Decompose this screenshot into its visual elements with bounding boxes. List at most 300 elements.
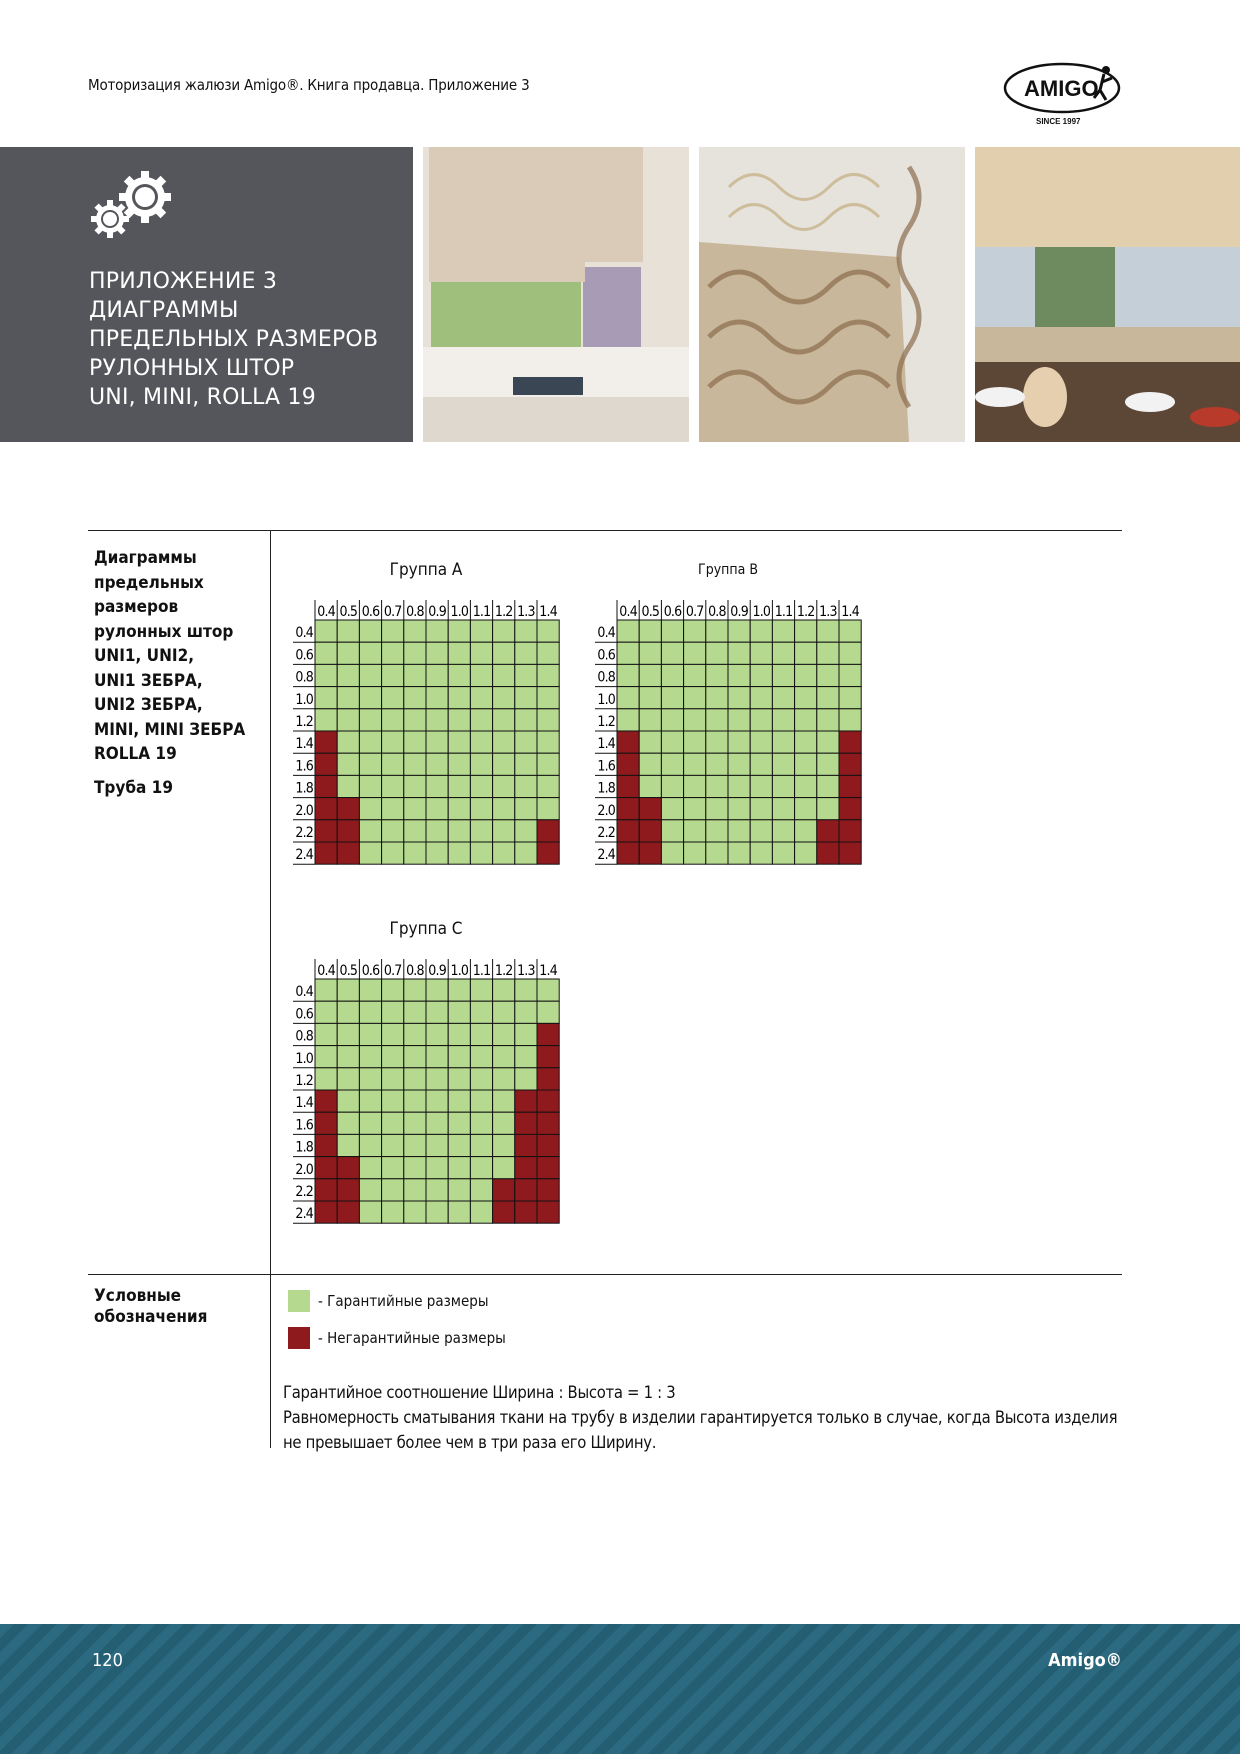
cell-not-guaranteed xyxy=(337,1157,359,1179)
cell-guaranteed xyxy=(493,775,515,797)
cell-guaranteed xyxy=(728,731,750,753)
row-tick-label: 1.4 xyxy=(295,736,313,753)
group-b-title: Группа В xyxy=(698,562,758,578)
cell-guaranteed xyxy=(493,709,515,731)
row-tick-label: 0.4 xyxy=(597,625,615,642)
row-tick-label: 0.8 xyxy=(295,669,313,686)
cell-guaranteed xyxy=(404,664,426,686)
cell-guaranteed xyxy=(404,979,426,1001)
cell-guaranteed xyxy=(426,1023,448,1045)
cell-guaranteed xyxy=(359,820,381,842)
cell-guaranteed xyxy=(448,1068,470,1090)
cell-guaranteed xyxy=(795,731,817,753)
label-line: ROLLA 19 xyxy=(94,744,177,764)
cell-not-guaranteed xyxy=(337,842,359,864)
cell-not-guaranteed xyxy=(315,1201,337,1223)
cell-guaranteed xyxy=(470,642,492,664)
cell-guaranteed xyxy=(493,1023,515,1045)
cell-guaranteed xyxy=(382,1068,404,1090)
cell-not-guaranteed xyxy=(537,1157,559,1179)
cell-guaranteed xyxy=(448,1112,470,1134)
cell-guaranteed xyxy=(448,842,470,864)
cell-guaranteed xyxy=(617,709,639,731)
column-tick-label: 0.9 xyxy=(730,604,748,620)
cell-guaranteed xyxy=(470,1046,492,1068)
cell-guaranteed xyxy=(382,1157,404,1179)
cell-guaranteed xyxy=(706,798,728,820)
cell-guaranteed xyxy=(839,709,861,731)
cell-guaranteed xyxy=(728,664,750,686)
cell-guaranteed xyxy=(337,1068,359,1090)
column-tick-label: 0.6 xyxy=(663,604,682,620)
column-tick-label: 0.7 xyxy=(383,604,402,620)
cell-guaranteed xyxy=(359,1201,381,1223)
cell-guaranteed xyxy=(661,820,683,842)
cell-guaranteed xyxy=(684,842,706,864)
cell-guaranteed xyxy=(448,820,470,842)
cell-guaranteed xyxy=(537,979,559,1001)
cell-guaranteed xyxy=(359,664,381,686)
cell-guaranteed xyxy=(493,642,515,664)
cell-not-guaranteed xyxy=(617,842,639,864)
column-tick-label: 1.0 xyxy=(450,963,469,979)
cell-guaranteed xyxy=(382,798,404,820)
cell-guaranteed xyxy=(706,842,728,864)
cell-not-guaranteed xyxy=(617,798,639,820)
cell-guaranteed xyxy=(684,709,706,731)
cell-guaranteed xyxy=(728,687,750,709)
cell-guaranteed xyxy=(337,687,359,709)
cell-guaranteed xyxy=(493,842,515,864)
cell-not-guaranteed xyxy=(315,1134,337,1156)
column-tick-label: 0.7 xyxy=(383,963,402,979)
cell-guaranteed xyxy=(426,1001,448,1023)
footer-brand: Amigo® xyxy=(1048,1650,1122,1671)
cell-guaranteed xyxy=(337,775,359,797)
cell-guaranteed xyxy=(706,687,728,709)
cell-guaranteed xyxy=(359,753,381,775)
column-tick-label: 0.4 xyxy=(619,604,637,620)
cell-guaranteed xyxy=(382,979,404,1001)
cell-guaranteed xyxy=(315,1068,337,1090)
legend-guaranteed-label: - Гарантийные размеры xyxy=(318,1292,489,1310)
cell-guaranteed xyxy=(382,687,404,709)
row-tick-label: 2.4 xyxy=(597,847,615,864)
cell-guaranteed xyxy=(728,775,750,797)
column-tick-label: 0.4 xyxy=(317,963,335,979)
amigo-logo xyxy=(1002,58,1126,128)
cell-guaranteed xyxy=(728,709,750,731)
cell-guaranteed xyxy=(515,820,537,842)
cell-guaranteed xyxy=(817,664,839,686)
cell-not-guaranteed xyxy=(315,1112,337,1134)
cell-guaranteed xyxy=(839,664,861,686)
cell-guaranteed xyxy=(404,1112,426,1134)
cell-guaranteed xyxy=(470,842,492,864)
cell-guaranteed xyxy=(684,775,706,797)
cell-guaranteed xyxy=(404,642,426,664)
cell-guaranteed xyxy=(315,1001,337,1023)
cell-guaranteed xyxy=(493,1068,515,1090)
column-tick-label: 0.7 xyxy=(685,604,704,620)
cell-guaranteed xyxy=(359,1090,381,1112)
cell-guaranteed xyxy=(817,775,839,797)
column-tick-label: 0.8 xyxy=(708,604,726,620)
cell-guaranteed xyxy=(639,775,661,797)
cell-guaranteed xyxy=(404,1134,426,1156)
cell-guaranteed xyxy=(426,1201,448,1223)
cell-guaranteed xyxy=(448,1001,470,1023)
cell-guaranteed xyxy=(617,620,639,642)
row-tick-label: 1.6 xyxy=(597,758,615,775)
section-label xyxy=(94,546,245,767)
cell-guaranteed xyxy=(382,1201,404,1223)
cell-guaranteed xyxy=(817,709,839,731)
cell-guaranteed xyxy=(617,642,639,664)
cell-not-guaranteed xyxy=(537,1112,559,1134)
cell-guaranteed xyxy=(404,1001,426,1023)
cell-not-guaranteed xyxy=(839,753,861,775)
cell-guaranteed xyxy=(772,687,794,709)
cell-guaranteed xyxy=(706,775,728,797)
column-tick-label: 0.6 xyxy=(361,604,380,620)
cell-guaranteed xyxy=(315,1046,337,1068)
cell-guaranteed xyxy=(750,753,772,775)
cell-guaranteed xyxy=(359,1023,381,1045)
cell-guaranteed xyxy=(337,1023,359,1045)
label-line: UNI2 ЗЕБРА, xyxy=(94,695,203,715)
group-a-title: Группа А xyxy=(389,560,463,580)
cell-not-guaranteed xyxy=(337,1179,359,1201)
cell-guaranteed xyxy=(493,1046,515,1068)
cell-guaranteed xyxy=(515,979,537,1001)
row-tick-label: 0.4 xyxy=(295,984,313,1001)
cell-guaranteed xyxy=(337,753,359,775)
cell-guaranteed xyxy=(359,1112,381,1134)
cell-guaranteed xyxy=(426,798,448,820)
cell-guaranteed xyxy=(750,620,772,642)
cell-not-guaranteed xyxy=(617,820,639,842)
column-tick-label: 0.4 xyxy=(317,604,335,620)
cell-guaranteed xyxy=(359,775,381,797)
cell-guaranteed xyxy=(493,820,515,842)
cell-guaranteed xyxy=(404,1157,426,1179)
group-c-title: Группа С xyxy=(389,919,463,939)
cell-guaranteed xyxy=(639,664,661,686)
cell-guaranteed xyxy=(382,820,404,842)
cell-guaranteed xyxy=(470,1112,492,1134)
cell-guaranteed xyxy=(359,1134,381,1156)
cell-guaranteed xyxy=(470,709,492,731)
cell-not-guaranteed xyxy=(515,1134,537,1156)
cell-guaranteed xyxy=(404,1046,426,1068)
cell-guaranteed xyxy=(772,709,794,731)
cell-guaranteed xyxy=(359,620,381,642)
banner-line: ДИАГРАММЫ xyxy=(89,298,239,323)
cell-guaranteed xyxy=(639,753,661,775)
cell-guaranteed xyxy=(448,1046,470,1068)
cell-guaranteed xyxy=(728,620,750,642)
cell-guaranteed xyxy=(706,642,728,664)
cell-guaranteed xyxy=(515,775,537,797)
cell-not-guaranteed xyxy=(617,775,639,797)
label-line: MINI, MINI ЗЕБРА xyxy=(94,719,246,740)
cell-not-guaranteed xyxy=(839,798,861,820)
cell-not-guaranteed xyxy=(537,1023,559,1045)
column-tick-label: 1.3 xyxy=(819,604,837,620)
cell-guaranteed xyxy=(661,620,683,642)
banner-line: UNI, MINI, ROLLA 19 xyxy=(89,385,316,410)
cell-guaranteed xyxy=(515,1023,537,1045)
cell-guaranteed xyxy=(359,798,381,820)
cell-guaranteed xyxy=(448,687,470,709)
cell-guaranteed xyxy=(470,687,492,709)
cell-not-guaranteed xyxy=(537,1179,559,1201)
cell-guaranteed xyxy=(493,1157,515,1179)
row-tick-label: 0.6 xyxy=(295,1006,313,1023)
cell-not-guaranteed xyxy=(493,1201,515,1223)
cell-guaranteed xyxy=(404,731,426,753)
cell-guaranteed xyxy=(684,820,706,842)
cell-guaranteed xyxy=(817,642,839,664)
cell-guaranteed xyxy=(515,664,537,686)
cell-not-guaranteed xyxy=(817,820,839,842)
cell-not-guaranteed xyxy=(537,1201,559,1223)
cell-guaranteed xyxy=(661,798,683,820)
cell-guaranteed xyxy=(537,664,559,686)
cell-guaranteed xyxy=(448,1134,470,1156)
column-tick-label: 1.4 xyxy=(539,963,557,979)
row-tick-label: 1.8 xyxy=(295,1139,313,1156)
column-tick-label: 1.0 xyxy=(450,604,469,620)
cell-guaranteed xyxy=(493,731,515,753)
column-tick-label: 0.5 xyxy=(641,604,660,620)
cell-guaranteed xyxy=(382,1023,404,1045)
cell-guaranteed xyxy=(382,775,404,797)
document-header: Моторизация жалюзи Amigo®. Книга продавца. Приложение 3 xyxy=(88,76,530,94)
cell-guaranteed xyxy=(493,620,515,642)
cell-guaranteed xyxy=(359,642,381,664)
cell-guaranteed xyxy=(617,664,639,686)
cell-guaranteed xyxy=(515,798,537,820)
label-line: рулонных штор xyxy=(94,621,234,642)
cell-guaranteed xyxy=(515,620,537,642)
legend-top-rule xyxy=(88,1274,1122,1275)
cell-guaranteed xyxy=(359,709,381,731)
cell-guaranteed xyxy=(515,842,537,864)
cell-guaranteed xyxy=(426,1157,448,1179)
column-tick-label: 1.2 xyxy=(494,604,513,620)
cell-guaranteed xyxy=(404,687,426,709)
cell-guaranteed xyxy=(337,620,359,642)
cell-guaranteed xyxy=(537,709,559,731)
cell-guaranteed xyxy=(315,620,337,642)
cell-guaranteed xyxy=(382,1179,404,1201)
cell-not-guaranteed xyxy=(537,1068,559,1090)
cell-guaranteed xyxy=(537,753,559,775)
cell-not-guaranteed xyxy=(315,731,337,753)
cell-guaranteed xyxy=(359,1179,381,1201)
cell-not-guaranteed xyxy=(839,842,861,864)
cell-guaranteed xyxy=(448,798,470,820)
cell-not-guaranteed xyxy=(617,731,639,753)
cell-guaranteed xyxy=(426,687,448,709)
cell-guaranteed xyxy=(795,687,817,709)
cell-guaranteed xyxy=(839,642,861,664)
cell-guaranteed xyxy=(684,687,706,709)
row-tick-label: 2.0 xyxy=(597,802,615,819)
cell-guaranteed xyxy=(337,642,359,664)
column-tick-label: 1.0 xyxy=(752,604,771,620)
cell-guaranteed xyxy=(426,709,448,731)
cell-guaranteed xyxy=(404,1179,426,1201)
cell-guaranteed xyxy=(359,979,381,1001)
cell-not-guaranteed xyxy=(537,1134,559,1156)
cell-guaranteed xyxy=(515,687,537,709)
cell-guaranteed xyxy=(315,709,337,731)
cell-guaranteed xyxy=(750,709,772,731)
cell-not-guaranteed xyxy=(315,775,337,797)
cell-guaranteed xyxy=(426,1090,448,1112)
cell-guaranteed xyxy=(448,1090,470,1112)
cell-not-guaranteed xyxy=(515,1179,537,1201)
cell-guaranteed xyxy=(382,842,404,864)
cell-guaranteed xyxy=(448,731,470,753)
photo-fabric-pattern xyxy=(699,147,965,442)
cell-guaranteed xyxy=(404,1201,426,1223)
cell-guaranteed xyxy=(359,687,381,709)
cell-guaranteed xyxy=(772,798,794,820)
group-a-chart xyxy=(290,595,560,865)
cell-guaranteed xyxy=(795,775,817,797)
cell-guaranteed xyxy=(817,731,839,753)
group-b-chart xyxy=(592,595,862,865)
cell-guaranteed xyxy=(337,1134,359,1156)
cell-guaranteed xyxy=(728,753,750,775)
cell-guaranteed xyxy=(515,709,537,731)
cell-guaranteed xyxy=(337,1112,359,1134)
cell-guaranteed xyxy=(382,1134,404,1156)
tube-label: Труба 19 xyxy=(94,778,173,798)
cell-guaranteed xyxy=(382,753,404,775)
label-line: предельных xyxy=(94,572,204,593)
cell-guaranteed xyxy=(493,753,515,775)
row-tick-label: 1.8 xyxy=(597,780,615,797)
ratio-note xyxy=(283,1380,1123,1455)
cell-guaranteed xyxy=(772,753,794,775)
cell-guaranteed xyxy=(795,798,817,820)
cell-guaranteed xyxy=(772,820,794,842)
cell-guaranteed xyxy=(448,1179,470,1201)
column-tick-label: 0.5 xyxy=(339,604,358,620)
cell-guaranteed xyxy=(537,775,559,797)
label-line: Диаграммы xyxy=(94,548,197,568)
cell-guaranteed xyxy=(706,664,728,686)
cell-not-guaranteed xyxy=(617,753,639,775)
banner-title xyxy=(89,267,378,412)
row-tick-label: 1.2 xyxy=(295,1073,313,1089)
cell-guaranteed xyxy=(404,1023,426,1045)
cell-guaranteed xyxy=(426,642,448,664)
cell-guaranteed xyxy=(750,664,772,686)
cell-guaranteed xyxy=(382,664,404,686)
cell-not-guaranteed xyxy=(515,1112,537,1134)
column-tick-label: 1.4 xyxy=(539,604,557,620)
cell-guaranteed xyxy=(493,1090,515,1112)
photo-roller-blinds-room xyxy=(423,147,689,442)
cell-guaranteed xyxy=(382,1090,404,1112)
column-tick-label: 1.3 xyxy=(517,963,535,979)
cell-guaranteed xyxy=(750,798,772,820)
legend-title-line: Условные xyxy=(94,1286,182,1306)
cell-guaranteed xyxy=(772,620,794,642)
cell-guaranteed xyxy=(470,1023,492,1045)
cell-guaranteed xyxy=(382,620,404,642)
cell-guaranteed xyxy=(493,1112,515,1134)
cell-not-guaranteed xyxy=(537,842,559,864)
section-top-rule xyxy=(88,530,1122,531)
cell-guaranteed xyxy=(426,1068,448,1090)
group-c-chart xyxy=(290,954,560,1224)
legend-title-line: обозначения xyxy=(94,1307,208,1327)
banner-line: РУЛОННЫХ ШТОР xyxy=(89,356,295,381)
cell-guaranteed xyxy=(750,642,772,664)
cell-not-guaranteed xyxy=(315,1179,337,1201)
cell-guaranteed xyxy=(493,979,515,1001)
cell-guaranteed xyxy=(728,842,750,864)
cell-guaranteed xyxy=(470,1001,492,1023)
cell-guaranteed xyxy=(470,820,492,842)
row-tick-label: 1.4 xyxy=(295,1095,313,1112)
cell-not-guaranteed xyxy=(315,1157,337,1179)
cell-not-guaranteed xyxy=(337,1201,359,1223)
cell-guaranteed xyxy=(470,1134,492,1156)
row-tick-label: 1.8 xyxy=(295,780,313,797)
cell-guaranteed xyxy=(639,620,661,642)
cell-not-guaranteed xyxy=(839,731,861,753)
logo-since: SINCE 1997 xyxy=(1036,117,1081,126)
cell-guaranteed xyxy=(337,1001,359,1023)
label-line: размеров xyxy=(94,597,179,617)
cell-guaranteed xyxy=(639,642,661,664)
cell-not-guaranteed xyxy=(817,842,839,864)
cell-guaranteed xyxy=(404,620,426,642)
cell-guaranteed xyxy=(470,753,492,775)
cell-guaranteed xyxy=(706,820,728,842)
column-tick-label: 1.1 xyxy=(472,963,491,979)
cell-guaranteed xyxy=(728,642,750,664)
row-tick-label: 2.2 xyxy=(295,1184,313,1200)
ratio-line: Гарантийное соотношение Ширина : Высота = 1 : 3 xyxy=(283,1383,676,1402)
legend-not-guaranteed-label: - Негарантийные размеры xyxy=(318,1329,506,1347)
cell-not-guaranteed xyxy=(537,1046,559,1068)
row-tick-label: 2.0 xyxy=(295,802,313,819)
cell-guaranteed xyxy=(795,753,817,775)
cell-guaranteed xyxy=(426,753,448,775)
cell-guaranteed xyxy=(448,979,470,1001)
cell-guaranteed xyxy=(315,687,337,709)
logo-name: AMIGO xyxy=(1024,76,1099,101)
banner-line: ПРЕДЕЛЬНЫХ РАЗМЕРОВ xyxy=(89,327,379,352)
cell-guaranteed xyxy=(493,1134,515,1156)
cell-guaranteed xyxy=(515,1068,537,1090)
column-tick-label: 1.1 xyxy=(774,604,793,620)
cell-guaranteed xyxy=(426,775,448,797)
guaranteed-swatch xyxy=(288,1290,310,1312)
cell-guaranteed xyxy=(661,775,683,797)
cell-guaranteed xyxy=(795,642,817,664)
cell-guaranteed xyxy=(382,1112,404,1134)
